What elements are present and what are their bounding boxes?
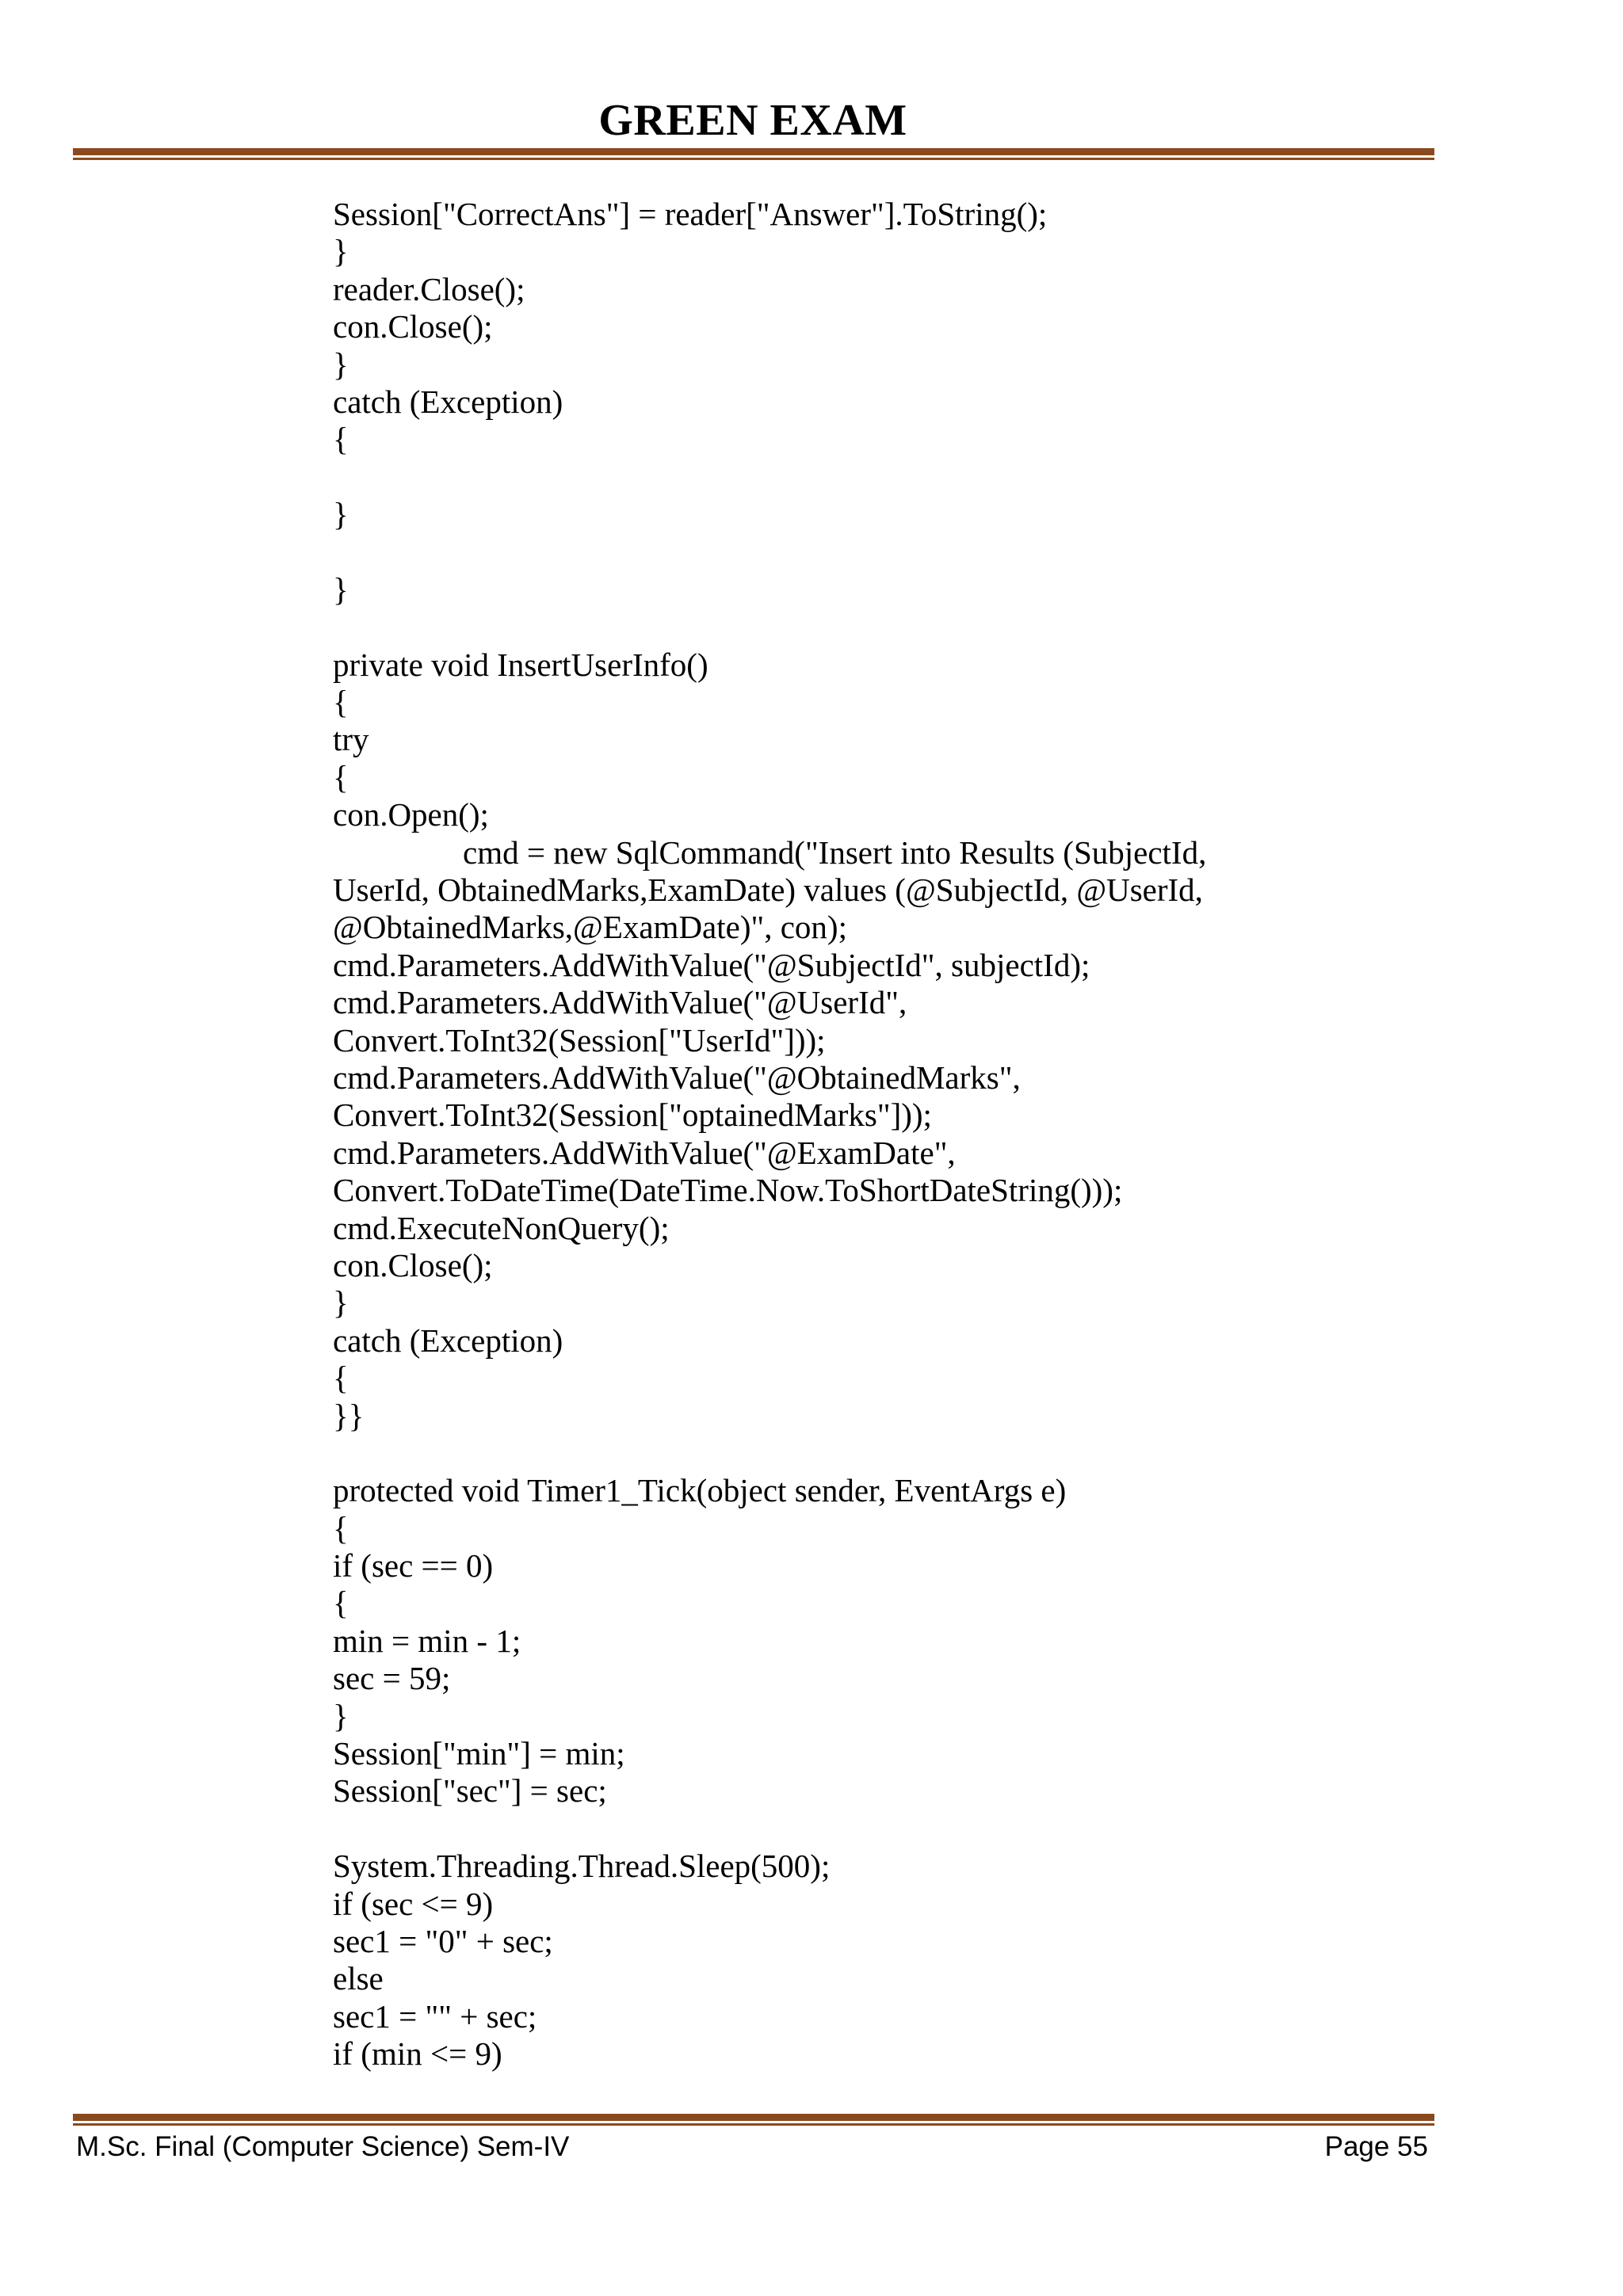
code-line: cmd.Parameters.AddWithValue("@ObtainedMarks", xyxy=(333,1058,1021,1096)
code-line: private void InsertUserInfo() xyxy=(333,646,708,683)
footer-course-label: M.Sc. Final (Computer Science) Sem-IV xyxy=(76,2131,570,2162)
code-line: con.Open(); xyxy=(333,796,489,833)
code-line: catch (Exception) xyxy=(333,1322,563,1359)
code-line: if (min <= 9) xyxy=(333,2035,502,2073)
code-line: { xyxy=(333,421,349,458)
code-line: protected void Timer1_Tick(object sender, EventArgs e) xyxy=(333,1472,1067,1509)
code-line: Convert.ToInt32(Session["optainedMarks"])); xyxy=(333,1097,932,1134)
code-line xyxy=(333,534,1458,571)
code-line xyxy=(333,459,1458,496)
code-line: cmd.ExecuteNonQuery(); xyxy=(333,1209,670,1246)
code-line: } xyxy=(333,345,349,383)
code-line: }} xyxy=(333,1397,365,1434)
footer-divider xyxy=(73,2114,1434,2126)
code-listing xyxy=(333,196,1458,2073)
code-line: Convert.ToInt32(Session["UserId"])); xyxy=(333,1021,826,1058)
code-line: con.Close(); xyxy=(333,1246,493,1283)
code-line: sec = 59; xyxy=(333,1660,451,1697)
header-divider xyxy=(73,148,1434,160)
code-line: { xyxy=(333,1585,349,1622)
code-line: } xyxy=(333,570,349,608)
code-line: Session["sec"] = sec; xyxy=(333,1772,607,1810)
code-line: { xyxy=(333,758,349,795)
code-line: } xyxy=(333,496,349,533)
code-line: try xyxy=(333,721,369,758)
code-line: reader.Close(); xyxy=(333,270,525,307)
code-line xyxy=(333,608,1458,646)
code-line: sec1 = "0" + sec; xyxy=(333,1922,553,1959)
code-line xyxy=(333,1435,1458,1472)
code-line: Session["min"] = min; xyxy=(333,1735,625,1772)
code-line xyxy=(333,1810,1458,1848)
code-line: { xyxy=(333,1509,349,1547)
code-line: catch (Exception) xyxy=(333,383,563,420)
code-line: Session["CorrectAns"] = reader["Answer"].ToString(); xyxy=(333,196,1048,232)
code-line: con.Close(); xyxy=(333,308,493,345)
code-line: } xyxy=(333,1697,349,1734)
code-line: System.Threading.Thread.Sleep(500); xyxy=(333,1848,831,1885)
code-line: else xyxy=(333,1960,384,1997)
code-line: @ObtainedMarks,@ExamDate)", con); xyxy=(333,909,847,946)
code-line: cmd.Parameters.AddWithValue("@UserId", xyxy=(333,984,907,1021)
code-line: UserId, ObtainedMarks,ExamDate) values (@SubjectId, @UserId, xyxy=(333,871,1203,909)
code-line: cmd.Parameters.AddWithValue("@SubjectId", subjectId); xyxy=(333,946,1090,983)
code-line: cmd.Parameters.AddWithValue("@ExamDate", xyxy=(333,1134,956,1171)
code-line: if (sec == 0) xyxy=(333,1547,494,1585)
code-line: min = min - 1; xyxy=(333,1622,521,1659)
page-header-title: GREEN EXAM xyxy=(598,96,907,145)
code-line: { xyxy=(333,1360,349,1397)
code-line: sec1 = "" + sec; xyxy=(333,1997,537,2035)
code-line: { xyxy=(333,684,349,721)
code-line: if (sec <= 9) xyxy=(333,1885,494,1922)
code-line: } xyxy=(333,233,349,270)
code-line: } xyxy=(333,1284,349,1322)
code-line: Convert.ToDateTime(DateTime.Now.ToShortDateString())); xyxy=(333,1172,1123,1209)
footer-page-number: Page 55 xyxy=(1324,2131,1428,2162)
code-line: cmd = new SqlCommand("Insert into Results (SubjectId, xyxy=(333,833,1207,871)
